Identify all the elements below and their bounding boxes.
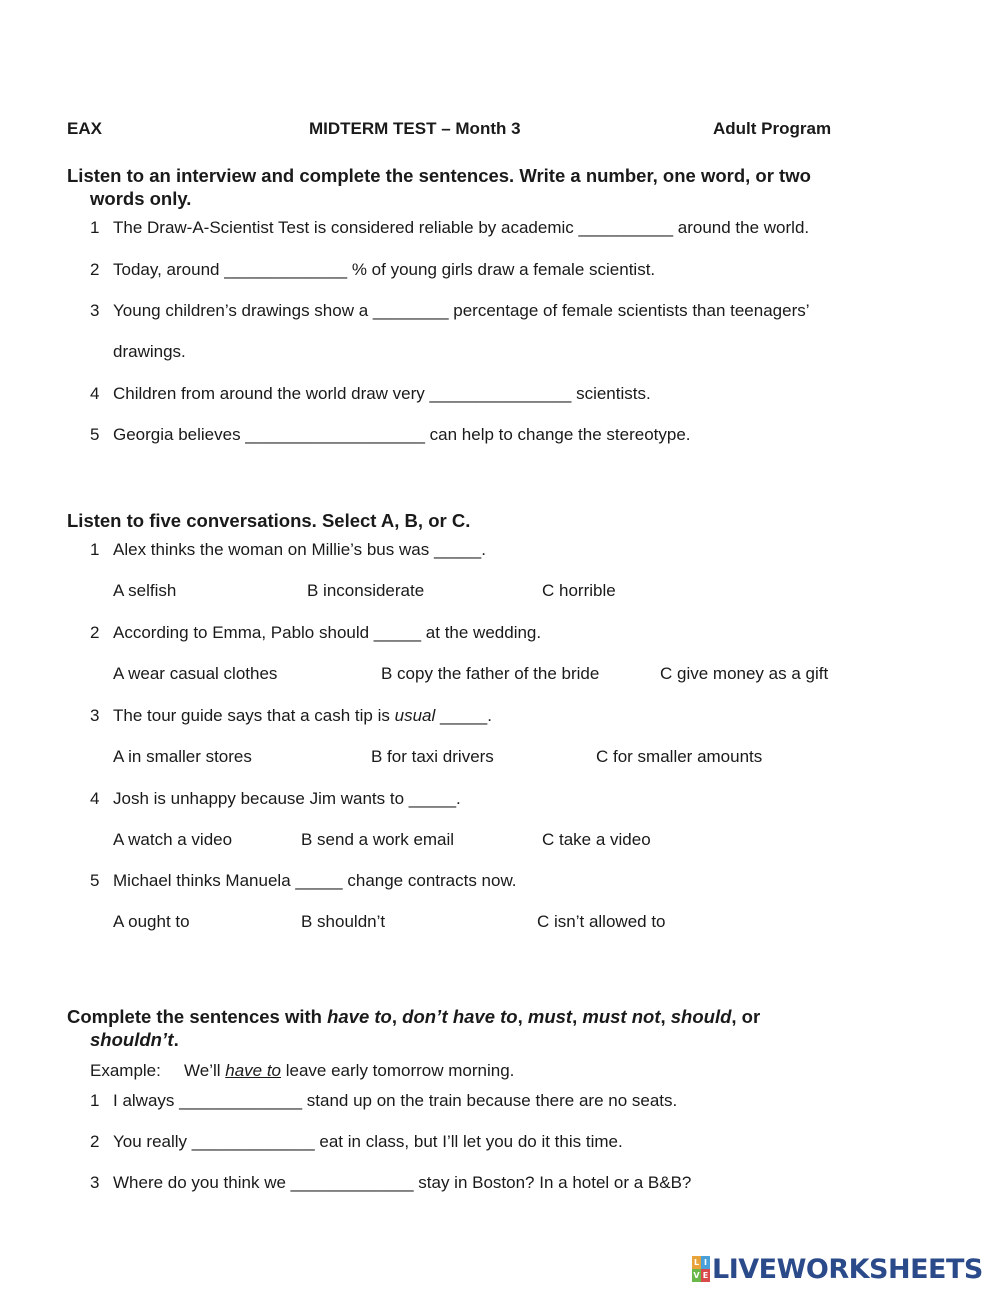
question-number: 1 — [90, 1091, 100, 1110]
separator: , — [391, 1006, 403, 1027]
section1-instruction-line2: words only. — [90, 188, 192, 209]
example-sentence — [184, 1061, 514, 1081]
question-text-after: _____. — [435, 706, 492, 725]
question-number: 4 — [90, 384, 100, 403]
s2-q4-option-b[interactable]: B send a work email — [301, 830, 455, 849]
question-text: The Draw-A-Scientist Test is considered reliable by academic __________ around the world. — [113, 218, 810, 237]
modal-must-not: must not — [582, 1006, 661, 1027]
question-text-before: The tour guide says that a cash tip is — [113, 706, 395, 725]
s2-q5-option-b[interactable]: B shouldn’t — [301, 912, 386, 931]
header-title: MIDTERM TEST – Month 3 — [309, 119, 521, 138]
s2-q2-option-a[interactable]: A wear casual clothes — [113, 664, 278, 683]
s2-q3-option-c[interactable]: C for smaller amounts — [596, 747, 763, 766]
question-number: 1 — [90, 218, 100, 237]
question-text: Children from around the world draw very _______________ scientists. — [113, 384, 651, 403]
question-number: 3 — [90, 1173, 100, 1192]
modal-have-to: have to — [327, 1006, 392, 1027]
s2-q1-option-a[interactable]: A selfish — [113, 581, 177, 600]
logo-text: LIVEWORKSHEETS — [712, 1253, 983, 1285]
section3-instruction — [67, 1005, 927, 1051]
question-number: 3 — [90, 301, 100, 320]
question-number: 2 — [90, 260, 100, 279]
question-number: 1 — [90, 540, 100, 559]
question-text: Josh is unhappy because Jim wants to _____. — [113, 789, 461, 808]
period: . — [173, 1029, 179, 1050]
modal-shouldnt: shouldn’t — [90, 1029, 174, 1050]
section1-instruction — [67, 164, 927, 210]
question-text: Where do you think we _____________ stay in Boston? In a hotel or a B&B? — [113, 1173, 692, 1192]
question-text-italic: usual — [394, 706, 436, 725]
logo-letter: I — [701, 1256, 710, 1269]
question-text: Today, around _____________ % of young girls draw a female scientist. — [113, 260, 656, 279]
s2-q1-option-c[interactable]: C horrible — [542, 581, 616, 600]
s2-q3-option-b[interactable]: B for taxi drivers — [371, 747, 494, 766]
logo-letter: V — [693, 1271, 700, 1280]
question-text: Young children’s drawings show a ________ percentage of female scientists than teenagers’ — [113, 301, 810, 320]
question-text: Alex thinks the woman on Millie’s bus was _____. — [113, 540, 486, 559]
question-text: According to Emma, Pablo should _____ at the wedding. — [113, 623, 542, 642]
s2-q5-option-c[interactable]: C isn’t allowed to — [537, 912, 666, 931]
s2-q4-option-c[interactable]: C take a video — [542, 830, 651, 849]
question-number: 3 — [90, 706, 100, 725]
modal-dont-have-to: don’t have to — [402, 1006, 518, 1027]
question-text: I always _____________ stand up on the train because there are no seats. — [113, 1091, 678, 1110]
or-text: , or — [731, 1006, 761, 1027]
question-text — [113, 706, 492, 726]
s2-q2-option-c[interactable]: C give money as a gift — [660, 664, 829, 683]
instruction-line2 — [67, 1028, 927, 1051]
question-text-continued: drawings. — [113, 342, 186, 361]
question-number: 2 — [90, 623, 100, 642]
s2-q1-option-b[interactable]: B inconsiderate — [307, 581, 425, 600]
liveworksheets-logo-icon — [692, 1256, 710, 1282]
example-after: leave early tomorrow morning. — [281, 1061, 515, 1080]
example-label: Example: — [90, 1061, 161, 1080]
separator: , — [517, 1006, 528, 1027]
question-number: 5 — [90, 425, 100, 444]
question-text: Georgia believes ___________________ can help to change the stereotype. — [113, 425, 691, 444]
section1-instruction-line1: Listen to an interview and complete the sentences. Write a number, one word, or two — [67, 165, 811, 186]
section2-instruction: Listen to five conversations. Select A, B, or C. — [67, 510, 471, 531]
question-number: 2 — [90, 1132, 100, 1151]
header-left: EAX — [67, 119, 102, 138]
question-number: 4 — [90, 789, 100, 808]
s3-example — [90, 1061, 515, 1081]
modal-must: must — [527, 1006, 573, 1027]
question-text: Michael thinks Manuela _____ change contracts now. — [113, 871, 517, 890]
modal-should: should — [670, 1006, 732, 1027]
s2-q5-option-a[interactable]: A ought to — [113, 912, 190, 931]
s2-q4-option-a[interactable]: A watch a video — [113, 830, 233, 849]
header-right: Adult Program — [713, 119, 832, 138]
s2-q3-option-a[interactable]: A in smaller stores — [113, 747, 252, 766]
example-answer: have to — [225, 1061, 282, 1080]
s2-q2-option-b[interactable]: B copy the father of the bride — [381, 664, 600, 683]
example-before: We’ll — [184, 1061, 226, 1080]
question-number: 5 — [90, 871, 100, 890]
liveworksheets-logo[interactable] — [692, 1254, 983, 1284]
question-text: You really _____________ eat in class, but I’ll let you do it this time. — [113, 1132, 623, 1151]
separator: , — [660, 1006, 671, 1027]
logo-letter: E — [702, 1271, 709, 1280]
separator: , — [572, 1006, 583, 1027]
instruction-prefix: Complete the sentences with — [67, 1006, 328, 1027]
logo-letter: L — [693, 1258, 700, 1267]
